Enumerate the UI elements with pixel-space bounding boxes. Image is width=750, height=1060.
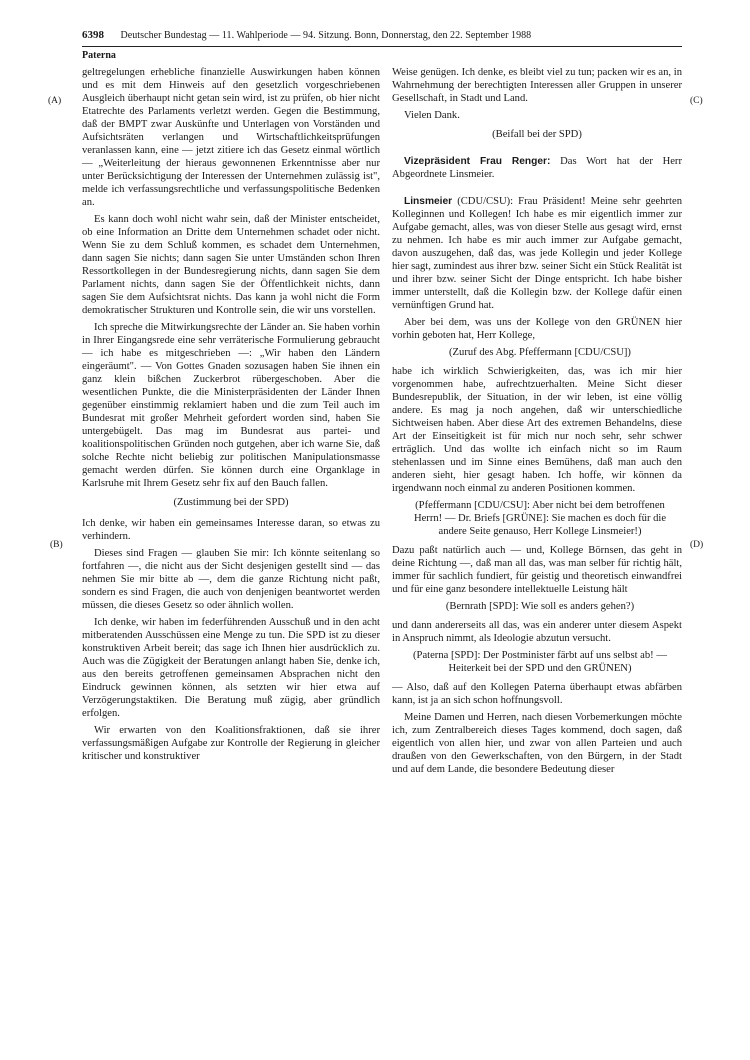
paragraph: habe ich wirklich Schwierigkeiten, das, was ich mir hier vorgenommen habe, aufrechtzuerhalten. Meine Sicht dieser Bundesrepublik, der Situation, in der wir leben, ist eine völlig andere. Es mag ja noch angehen, daß wir unterschiedliche Sichtweisen haben. Aber diese Art des extremen Behandelns, diese Art der Einseitigkeit ist für mich nur noch sehr, sehr schwer erträglich. Und das wollte ich einfach nicht so im Raum stehenlassen und im Sinne eines Bemühens, daß man auch den anderen sieht, hier gesagt haben. Ich hoffe, wir können da irgendwann noch einmal zu anderen Positionen kommen. (392, 366, 682, 494)
paragraph: Ich denke, wir haben ein gemeinsames Interesse daran, so etwas zu verhindern. (82, 518, 380, 542)
left-column (82, 66, 380, 767)
interjection: (Bernrath [SPD]: Wie soll es anders gehen?) (445, 601, 635, 612)
applause-note: (Zustimmung bei der SPD) (173, 497, 289, 508)
speaker-name: Vizepräsident Frau Renger: (404, 156, 551, 167)
header-rule (82, 46, 682, 47)
margin-mark-d: (D) (690, 540, 704, 550)
paragraph: geltregelungen erhebliche finanzielle Auswirkungen haben können und es mit dem Hinweis auf den gesetzlich vorgeschriebenen Ausgleich überhaupt nicht getan sein wird, ist zu prüfen, ob hier nicht Etatrechte des Parlaments verletzt werden. Gegen die Bestimmung, daß der BMPT zwar Auskünfte und Unterlagen von Vorständen und Aufsichtsräten verlangen und Wirtschaftlichkeitsprüfungen veranlassen kann, eine — jetzt zitiere ich das Gesetz einmal wörtlich — „Weiterleitung der hieraus gewonnenen Erkenntnisse aber nur unter Berücksichtigung der Interessen der Unternehmen zulässig ist", melde ich verfassungsrechtliche und verfassungspolitische Bedenken an. (82, 67, 380, 208)
paragraph: Vielen Dank. (404, 110, 460, 121)
paragraph: Ich denke, wir haben im federführenden Ausschuß und in den acht mitberatenden Ausschüssen eine Menge zu tun. Die SPD ist zu dieser konstruktiven Arbeit bereit; das sage ich Ihnen hier ausdrücklich zu. Auch was die Zügigkeit der Beratungen anlangt haben Sie, denke ich, aus den bereits getroffenen gemeinsamen Absprachen nicht den Eindruck gewinnen können, als setzten wir hier etwa auf Verzögerungstaktiken. Die Beratung muß zügig, aber gründlich erfolgen. (82, 617, 380, 719)
presiding-remark (392, 155, 682, 181)
speech-text: (CDU/CSU): Frau Präsident! Meine sehr geehrten Kolleginnen und Kollegen! Ich habe es mir eigentlich immer zur Aufgabe gemacht, alles, was von dieser Stelle aus gesagt wird, ernst zu nehmen. Ich habe es mir auch immer zur Aufgabe gemacht, davon auszugehen, daß das, was jede Kollegin und jeder Kollege hier sagt, zumindest aus ihrer bzw. seiner Sicht ein Stück Realität ist und ihrer bzw. seiner Sicht der Dinge entspricht. Ich habe bisher immer unterstellt, daß die Kollegin bzw. der Kollege dafür einen vernünftigen Grund hat. (392, 196, 682, 311)
paragraph: Meine Damen und Herren, nach diesen Vorbemerkungen möchte ich, zum Zentralbereich dieses Tages kommend, doch sagen, daß eigentlich von allen hier, und zwar von allen Parteien und auch draußen von den Gewerkschaften, von den Bürgern, in der Stadt und auf dem Lande, die besondere Bedeutung dieser (392, 712, 682, 775)
speech-opening (392, 195, 682, 312)
paragraph: Dazu paßt natürlich auch — und, Kollege Börnsen, das geht in deine Richtung —, daß man all das, was man selber für richtig hält, immer für sachlich fundiert, für geistig und theoretisch einwandfrei und für eine ganz besondere intellektuelle Leistung hält (392, 545, 682, 595)
margin-mark-c: (C) (690, 96, 703, 106)
paragraph: Dieses sind Fragen — glauben Sie mir: Ich könnte seitenlang so fortfahren —, die nicht aus der Sicht desjenigen gestellt sind — das nehmen Sie mir bitte ab —, dem die ganze Richtung nicht paßt, sondern es sind Fragen, die auch von denjenigen beantwortet werden müssen, die dieses Gesetz so oder ähnlich wollen. (82, 548, 380, 611)
margin-mark-b: (B) (50, 540, 63, 550)
page-number: 6398 (82, 29, 104, 41)
interjection: (Zuruf des Abg. Pfeffermann [CDU/CSU]) (449, 347, 631, 358)
speaker-name: Linsmeier (404, 196, 453, 207)
interjection: (Pfeffermann [CDU/CSU]: Aber nicht bei dem betroffenen Herrn! — Dr. Briefs [GRÜNE]: Sie machen es doch für die andere Seite genauso, Herr Kollege Linsmeier!) (413, 500, 667, 537)
paragraph: und dann andererseits all das, was ein anderer unter diesem Aspekt in Anspruch nimmt, als Ideologie abzutun versucht. (392, 620, 682, 644)
paragraph: Aber bei dem, was uns der Kollege von den GRÜNEN hier vorhin geboten hat, Herr Kollege, (392, 317, 682, 341)
paragraph: Ich spreche die Mitwirkungsrechte der Länder an. Sie haben vorhin in Ihrer Eingangsrede eine sehr verräterische Formulierung gebraucht — ich habe es mitgeschrieben —: „Wir haben den Ländern eingeräumt". — Von Gottes Gnaden sozusagen haben Sie ihnen ein ganz klein bißchen Zuckerbrot rübergeschoben. Aber die wesentlichen Punkte, die die Ministerpräsidenten der Länder Ihnen gegenüber einstimmig reklamiert haben und die zum Teil auch im Bundesrat mit großer Mehrheit gefordert worden sind, haben Sie untergebügelt. Das mag im Bundesrat aus partei- und koalitionspolitischen Gründen noch gutgehen, aber ich warne Sie, daß solche Rechte nicht beliebig zur politischen Manipulationsmasse gemacht werden dürfen. Sie können durch eine Organklage in Karlsruhe mit Ihrem Gesetz sehr fix auf den Bauch fallen. (82, 322, 380, 489)
margin-mark-a: (A) (48, 96, 62, 106)
paragraph: — Also, daß auf den Kollegen Paterna überhaupt etwas abfärben kann, ist ja an sich schon hoffnungsvoll. (392, 682, 682, 706)
running-title: Deutscher Bundestag — 11. Wahlperiode — 94. Sitzung. Bonn, Donnerstag, den 22. September 1988 (120, 30, 532, 41)
speaker-column-label: Paterna (82, 50, 116, 61)
running-header (82, 26, 682, 44)
paragraph: Wir erwarten von den Koalitionsfraktionen, daß sie ihrer verfassungsmäßigen Aufgabe zur Kontrolle der Regierung in gleicher kritischer und konstruktiver (82, 725, 380, 762)
right-column (392, 66, 682, 780)
applause-note: (Beifall bei der SPD) (492, 129, 582, 140)
paragraph: Weise genügen. Ich denke, es bleibt viel zu tun; packen wir es an, in Wahrnehmung der berechtigten Interessen aller Gruppen in unserer Gesellschaft, in Stadt und Land. (392, 67, 682, 104)
interjection: (Paterna [SPD]: Der Postminister färbt auf uns selbst ab! — Heiterkeit bei der SPD und den GRÜNEN) (413, 650, 667, 674)
paragraph: Es kann doch wohl nicht wahr sein, daß der Minister entscheidet, ob eine Information an Dritte dem Unternehmen schadet oder nicht. Wenn Sie zu dem Schluß kommen, es schadet dem Unternehmen, dann sagen Sie nichts; dann sagen Sie unter Umständen schon Ihren Ressortkollegen in der Bundesregierung nichts, dann sagen Sie dem Parlament nichts, dann sagen Sie der Öffentlichkeit nichts, dann sagen Sie dem Aufsichtsrat nichts. Das kann ja wohl nicht die Form demokratischer Strukturen und Kontrolle sein, die wir uns vorstellen. (82, 214, 380, 316)
remark-text: Das Wort hat der Herr Abgeordnete Linsmeier. (392, 156, 682, 180)
